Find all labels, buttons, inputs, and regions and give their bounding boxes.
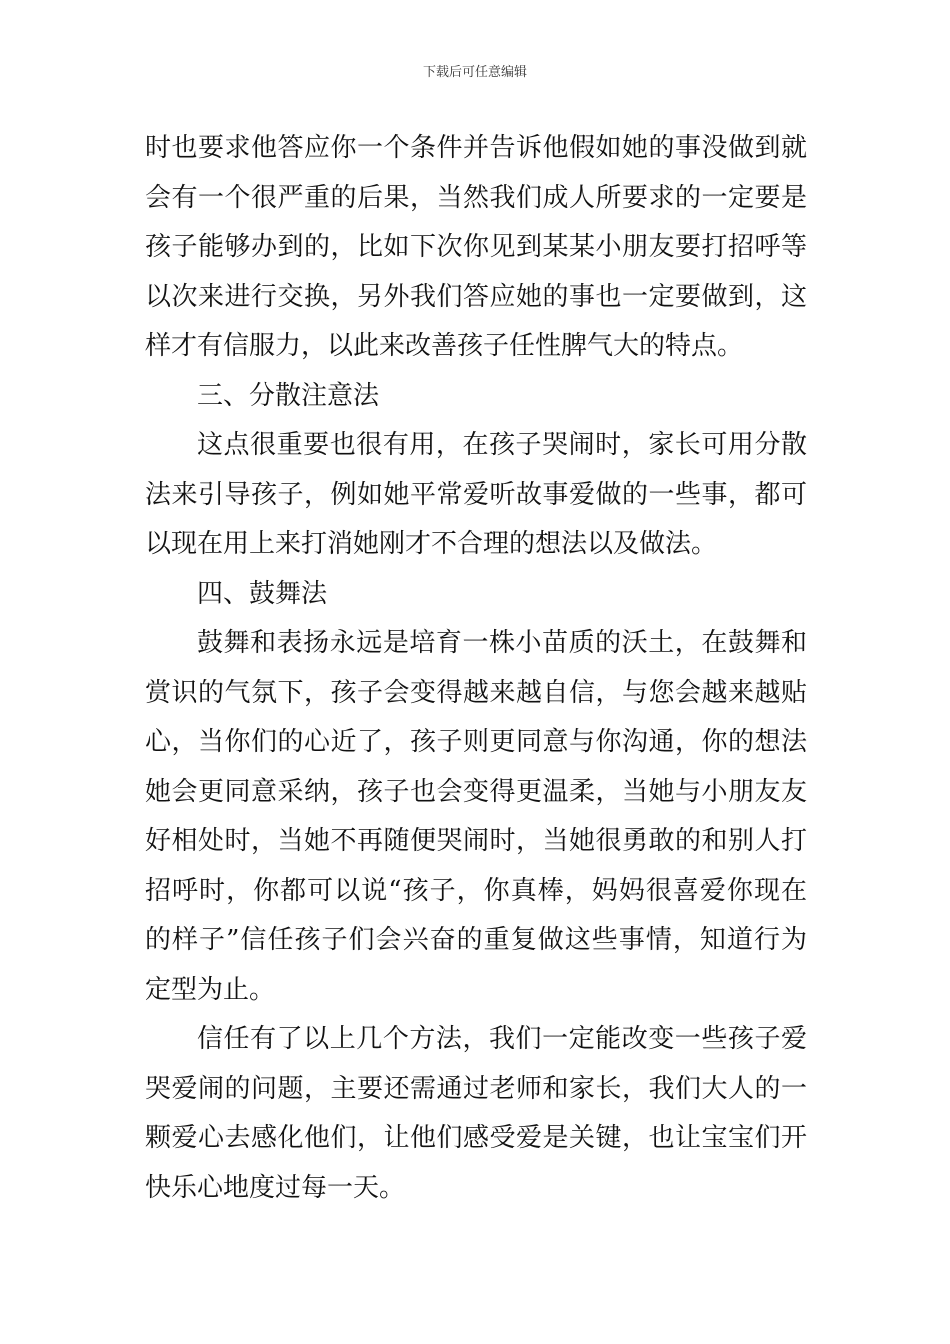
text-line: 快乐心地度过每一天。 [145, 1172, 406, 1203]
section-heading [145, 372, 807, 422]
section-heading [145, 570, 807, 620]
text-line: 招呼时，你都可以说“孩子，你真棒，妈妈很喜爱你现在 [145, 875, 807, 906]
text-line: 心，当你们的心近了，孩子则更同意与你沟通，你的想法 [145, 727, 807, 757]
paragraph [145, 1015, 807, 1213]
heading-line: 三、分散注意法 [197, 380, 380, 411]
text-line: 信任有了以上几个方法，我们一定能改变一些孩子爱 [197, 1024, 807, 1054]
text-line: 这点很重要也很有用，在孩子哭闹时，家长可用分散 [197, 430, 807, 460]
text-line: 会有一个很严重的后果，当然我们成人所要求的一定要是 [145, 182, 807, 213]
text-line: 好相处时，当她不再随便哭闹时，当她很勇敢的和别人打 [145, 826, 807, 856]
text-line: 法来引导孩子，例如她平常爱听故事爱做的一些事，都可 [145, 479, 807, 510]
heading-line: 四、鼓舞法 [197, 578, 328, 609]
text-line: 赏识的气氛下，孩子会变得越来越自信，与您会越来越贴 [145, 677, 807, 708]
text-line: 以现在用上来打消她刚才不合理的想法以及做法。 [145, 529, 718, 559]
text-line: 颗爱心去感化他们，让他们感受爱是关键，也让宝宝们开 [145, 1123, 807, 1153]
paragraph [145, 421, 807, 570]
text-line: 孩子能够办到的，比如下次你见到某某小朋友要打招呼等 [145, 232, 807, 262]
text-line: 哭爱闹的问题，主要还需通过老师和家长，我们大人的一 [145, 1073, 807, 1104]
text-line: 时也要求他答应你一个条件并告诉他假如她的事没做到就 [145, 133, 807, 163]
text-line: 她会更同意采纳，孩子也会变得更温柔，当她与小朋友友 [145, 776, 807, 807]
text-line: 鼓舞和表扬永远是培育一株小苗质的沃土，在鼓舞和 [197, 628, 807, 658]
document-body [145, 124, 807, 1213]
text-line: 以次来进行交换，另外我们答应她的事也一定要做到，这 [145, 281, 807, 312]
text-line: 样才有信服力，以此来改善孩子任性脾气大的特点。 [145, 331, 744, 361]
page-header: 下载后可任意编辑 [422, 65, 527, 80]
text-line: 定型为止。 [145, 974, 276, 1005]
text-line: 的样子”信任孩子们会兴奋的重复做这些事情，知道行为 [145, 925, 807, 955]
paragraph [145, 124, 807, 372]
paragraph [145, 619, 807, 1015]
